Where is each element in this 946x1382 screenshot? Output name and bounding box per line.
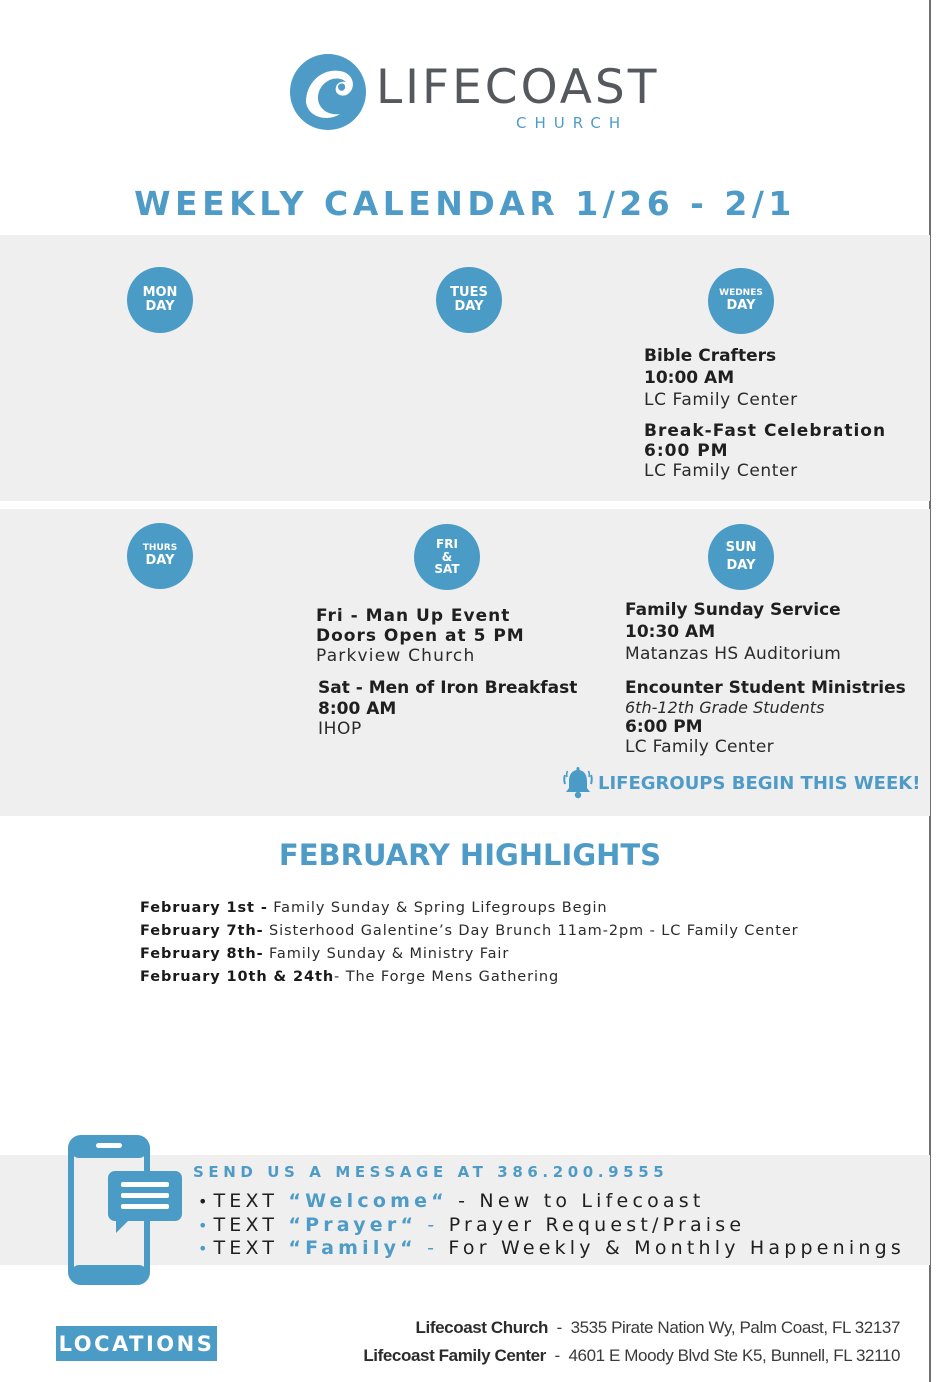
day-badge-fri-sat: FRI & SAT — [414, 524, 480, 590]
weekly-calendar-title: WEEKLY CALENDAR 1/26 - 2/1 — [134, 184, 796, 223]
text-option-welcome: • TEXT “Welcome“ - New to Lifecoast — [198, 1190, 705, 1212]
wave-logo-icon — [288, 52, 368, 132]
logo-wordmark: LIFECOAST — [376, 60, 660, 115]
list-item: February 8th- Family Sunday & Ministry Fair — [140, 946, 510, 962]
list-item: February 7th- Sisterhood Galentine’s Day Brunch 11am-2pm - LC Family Center — [140, 923, 799, 939]
day-badge-tuesday: TUES DAY — [436, 267, 502, 333]
message-heading: SEND US A MESSAGE AT 386.200.9555 — [193, 1163, 669, 1181]
event-encounter-student: Encounter Student Ministries 6th-12th Grade Students 6:00 PM LC Family Center — [625, 678, 906, 757]
february-highlights-list — [140, 897, 799, 989]
phone-chat-icon — [68, 1135, 184, 1287]
text-option-prayer: • TEXT “Prayer“ - Prayer Request/Praise — [198, 1214, 746, 1236]
location-family-center: Lifecoast Family Center - 4601 E Moody Blvd Ste K5, Bunnell, FL 32110 — [363, 1346, 900, 1365]
locations-badge: LOCATIONS — [56, 1326, 217, 1361]
day-badge-sunday: SUN DAY — [708, 524, 774, 590]
event-men-of-iron: Sat - Men of Iron Breakfast 8:00 AM IHOP — [318, 678, 578, 739]
bell-icon — [562, 766, 594, 800]
list-item: February 1st - Family Sunday & Spring Lifegroups Begin — [140, 900, 608, 916]
logo-subtitle: CHURCH — [516, 114, 629, 132]
lifegroups-alert — [562, 766, 920, 800]
event-break-fast: Break-Fast Celebration 6:00 PM LC Family Center — [644, 421, 887, 481]
list-item: February 10th & 24th- The Forge Mens Gathering — [140, 969, 560, 985]
day-badge-monday: MON DAY — [127, 267, 193, 333]
event-man-up: Fri - Man Up Event Doors Open at 5 PM Parkview Church — [316, 606, 525, 666]
church-logo — [288, 52, 668, 142]
day-badge-thursday: THURS DAY — [127, 523, 193, 589]
text-option-family: • TEXT “Family“ - For Weekly & Monthly Happenings — [198, 1237, 905, 1259]
event-family-sunday-service: Family Sunday Service 10:30 AM Matanzas HS Auditorium — [625, 600, 842, 664]
day-badge-wednesday: WEDNES DAY — [708, 268, 774, 334]
alert-text: LIFEGROUPS BEGIN THIS WEEK! — [598, 772, 921, 794]
event-bible-crafters: Bible Crafters 10:00 AM LC Family Center — [644, 346, 798, 410]
february-highlights-title: FEBRUARY HIGHLIGHTS — [278, 838, 662, 872]
location-lifecoast-church: Lifecoast Church - 3535 Pirate Nation Wy, Palm Coast, FL 32137 — [415, 1318, 900, 1337]
